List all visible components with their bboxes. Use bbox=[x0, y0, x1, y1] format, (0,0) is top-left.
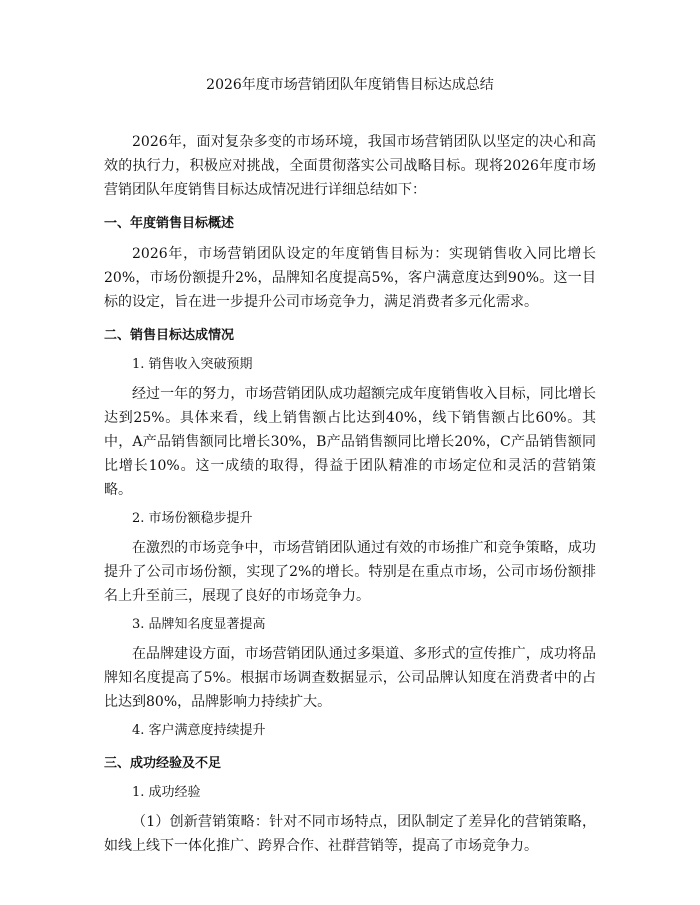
paragraph-3-1: （1）创新营销策略：针对不同市场特点，团队制定了差异化的营销策略，如线上线下一体化推广、跨界合作、社群营销等，提高了市场竞争力。 bbox=[104, 814, 596, 854]
section-heading-3: 三、成功经验及不足 bbox=[104, 756, 222, 771]
subheading-2-4: 4. 客户满意度持续提升 bbox=[132, 723, 266, 738]
paragraph-2-3: 在品牌建设方面，市场营销团队通过多渠道、多形式的宣传推广，成功将品牌知名度提高了5%。根据市场调查数据显示，公司品牌认知度在消费者中的占比达到80%，品牌影响力持续扩大。 bbox=[104, 646, 596, 710]
subheading-2-3: 3. 品牌知名度显著提高 bbox=[132, 617, 266, 632]
paragraph-2-1: 经过一年的努力，市场营销团队成功超额完成年度销售收入目标，同比增长达到25%。具体来看，线上销售额占比达到40%，线下销售额占比60%。其中，A产品销售额同比增长30%，B产品销售额同比增长20%，C产品销售额同比增长10%。这一成绩的取得，得益于团队精准的市场定位和灵活的营销策略。 bbox=[104, 386, 596, 498]
intro-block bbox=[104, 130, 596, 202]
subheading-3-1: 1. 成功经验 bbox=[132, 785, 201, 800]
section-heading-2: 二、销售目标达成情况 bbox=[104, 328, 235, 343]
subheading-2-2: 2. 市场份额稳步提升 bbox=[132, 511, 253, 526]
document-title: 2026年度市场营销团队年度销售目标达成总结 bbox=[206, 77, 494, 93]
section-heading-1: 一、年度销售目标概述 bbox=[104, 216, 235, 231]
intro-paragraph: 2026年，面对复杂多变的市场环境，我国市场营销团队以坚定的决心和高效的执行力，积极应对挑战，全面贯彻落实公司战略目标。现将2026年度市场营销团队年度销售目标达成情况进行详细总结如下： bbox=[104, 134, 596, 198]
subheading-2-1: 1. 销售收入突破预期 bbox=[132, 357, 253, 372]
paragraph-2-2: 在激烈的市场竞争中，市场营销团队通过有效的市场推广和竞争策略，成功提升了公司市场份额，实现了2%的增长。特别是在重点市场，公司市场份额排名上升至前三，展现了良好的市场竞争力。 bbox=[104, 540, 596, 604]
section-1-paragraph: 2026年，市场营销团队设定的年度销售目标为：实现销售收入同比增长20%，市场份额提升2%，品牌知名度提高5%，客户满意度达到90%。这一目标的设定，旨在进一步提升公司市场竞争力，满足消费者多元化需求。 bbox=[104, 246, 596, 310]
